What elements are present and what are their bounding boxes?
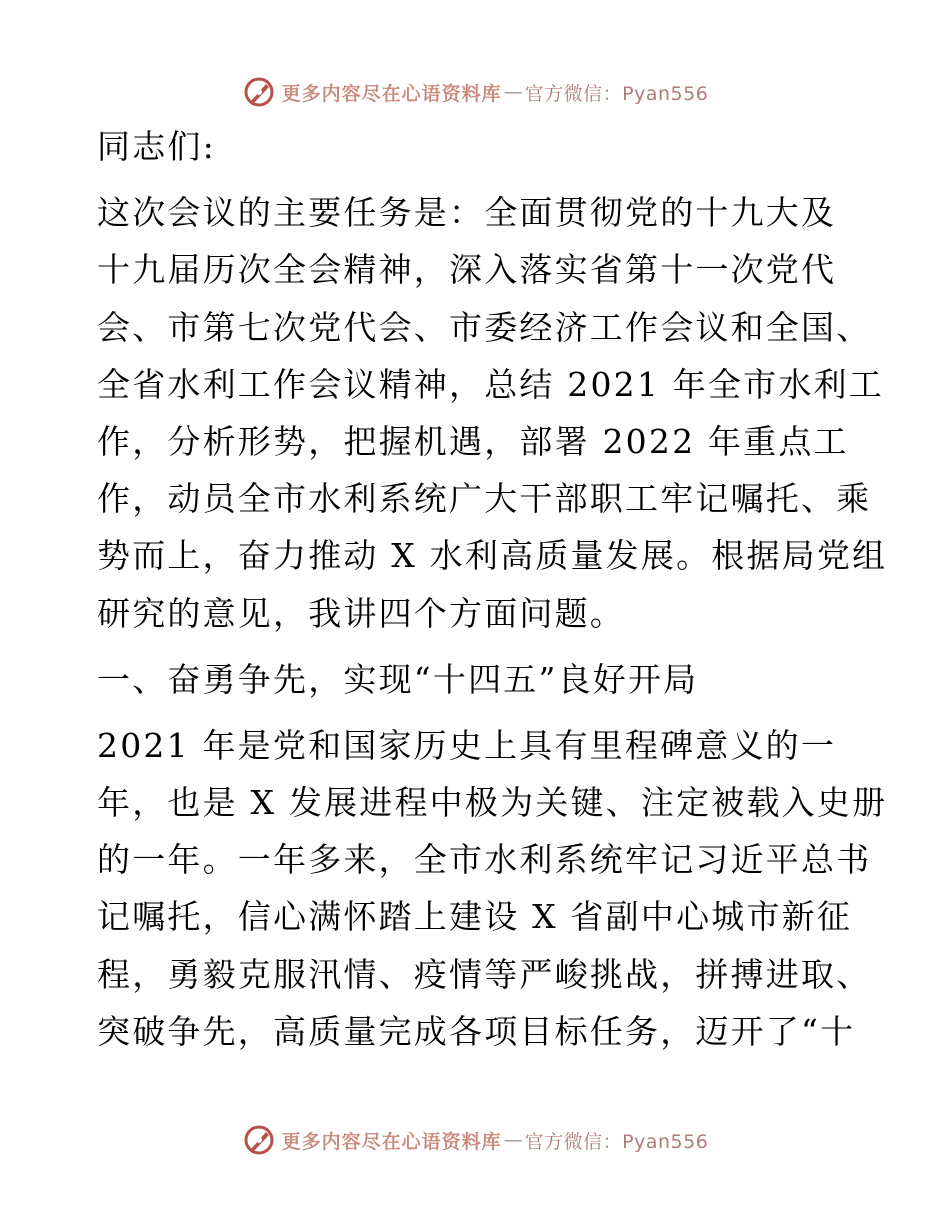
banner-contact: 官方微信：Pyan556 bbox=[524, 1130, 709, 1153]
document-body bbox=[97, 118, 888, 1060]
text-line: 程，勇毅克服汛情、疫情等严峻挑战，拼搏进取、 bbox=[97, 954, 872, 994]
pen-logo-icon bbox=[242, 1123, 276, 1157]
banner-title: 更多内容尽在心语资料库 bbox=[281, 1130, 502, 1153]
paragraph-2 bbox=[97, 717, 888, 1060]
text-line: 势而上，奋力推动 X 水利高质量发展。根据局党组 bbox=[97, 536, 888, 576]
banner-separator: — bbox=[503, 1129, 523, 1151]
text-line: 研究的意见，我讲四个方面问题。 bbox=[97, 593, 625, 633]
text-line: 会、市第七次党代会、市委经济工作会议和全国、 bbox=[97, 307, 872, 347]
text-line: 这次会议的主要任务是：全面贯彻党的十九大及 bbox=[97, 193, 837, 233]
pen-logo-icon bbox=[242, 75, 276, 109]
text-line: 全省水利工作会议精神，总结 2021 年全市水利工 bbox=[97, 364, 884, 404]
footer-banner bbox=[0, 1120, 950, 1160]
text-line: 的一年。一年多来，全市水利系统牢记习近平总书 bbox=[97, 840, 872, 880]
banner-separator: — bbox=[503, 81, 523, 103]
banner-title: 更多内容尽在心语资料库 bbox=[281, 82, 502, 105]
section-heading: 一、奋勇争先，实现“十四五”良好开局 bbox=[97, 659, 699, 699]
text-line: 2021 年是党和国家历史上具有里程碑意义的一 bbox=[97, 725, 837, 765]
text-line: 突破争先，高质量完成各项目标任务，迈开了“十 bbox=[97, 1011, 856, 1051]
banner-contact: 官方微信：Pyan556 bbox=[524, 82, 709, 105]
text-line: 年，也是 X 发展进程中极为关键、注定被载入史册 bbox=[97, 783, 888, 823]
text-line: 十九届历次全会精神，深入落实省第十一次党代 bbox=[97, 250, 837, 290]
text-line: 作，分析形势，把握机遇，部署 2022 年重点工 bbox=[97, 421, 849, 461]
salutation: 同志们: bbox=[97, 127, 216, 166]
text-line: 记嘱托，信心满怀踏上建设 X 省副中心城市新征 bbox=[97, 897, 853, 937]
text-line: 作，动员全市水利系统广大干部职工牢记嘱托、乘 bbox=[97, 479, 872, 519]
paragraph-1 bbox=[97, 184, 888, 642]
header-banner bbox=[0, 72, 950, 112]
